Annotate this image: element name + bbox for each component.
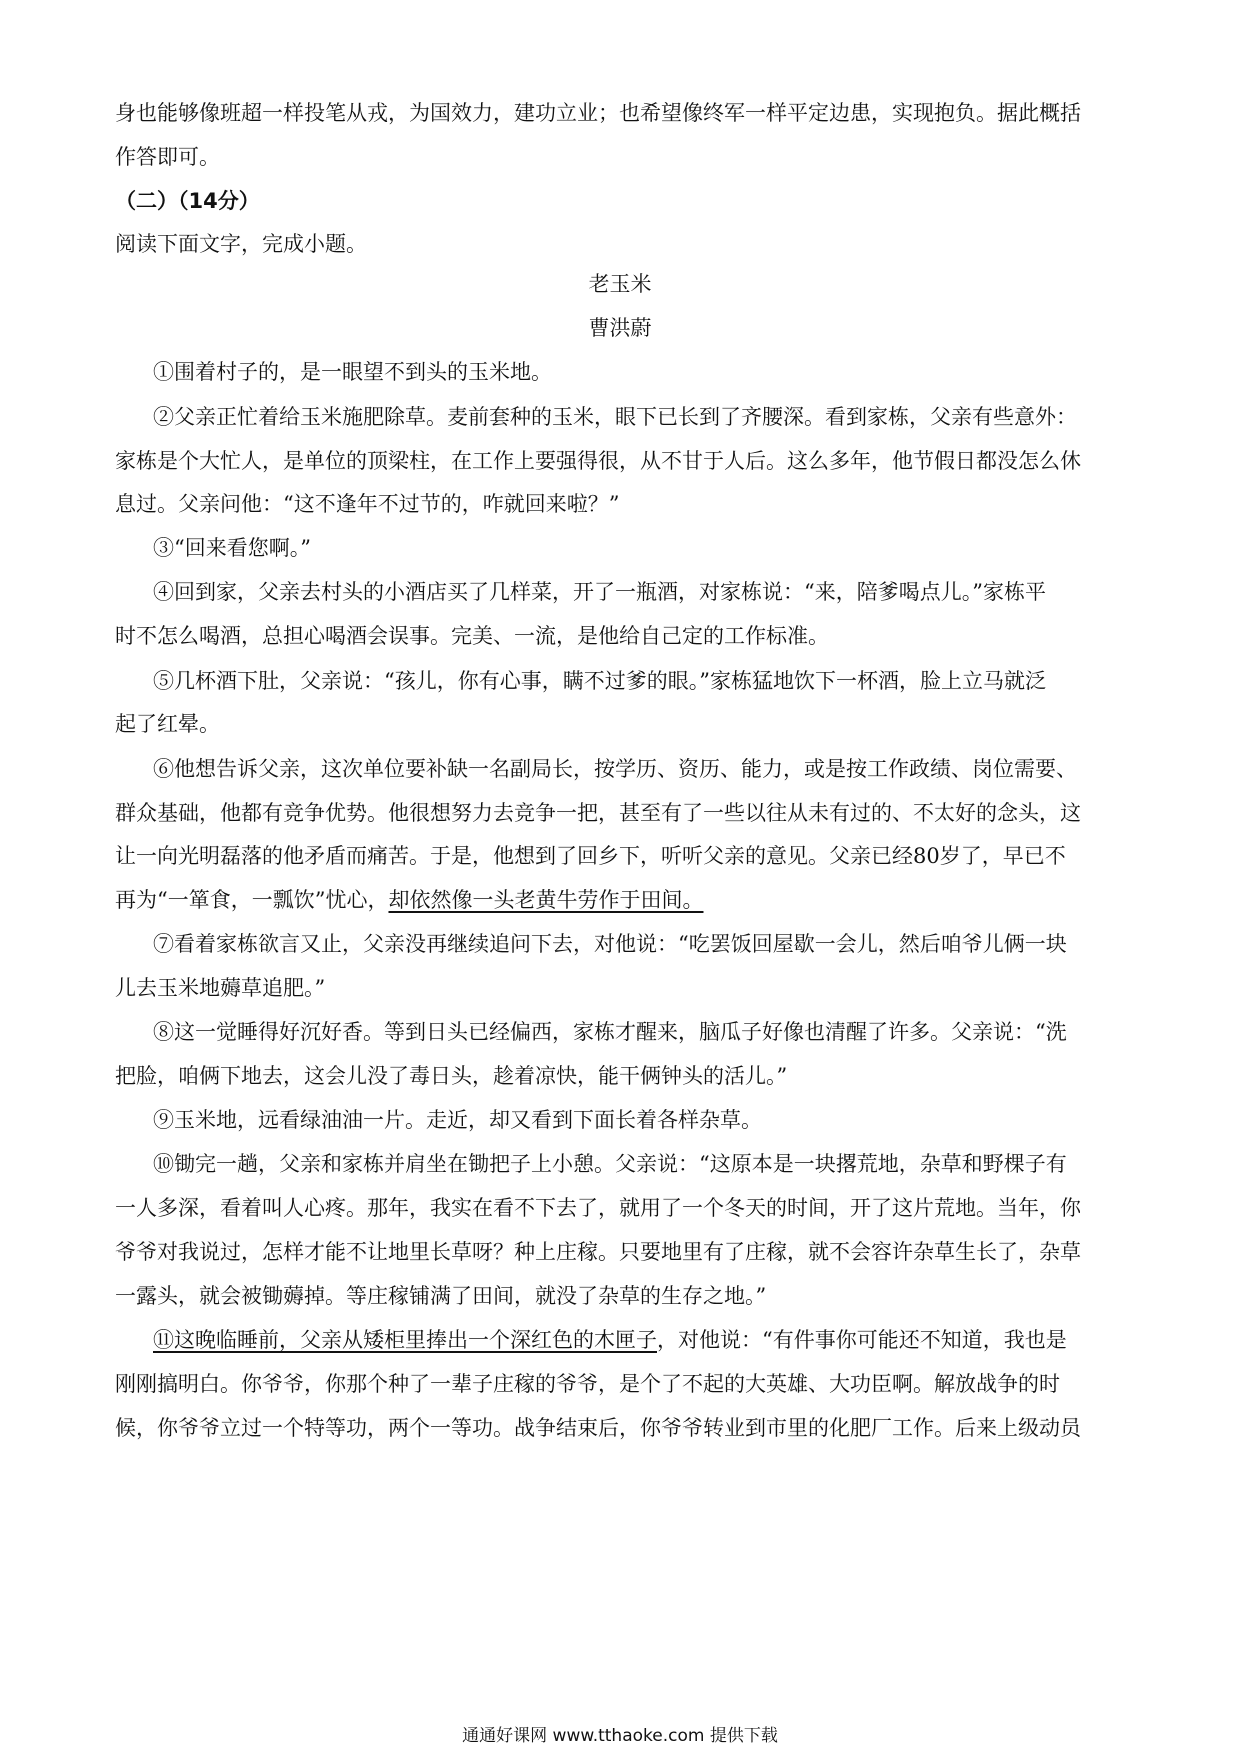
paragraph-7-line-2: 儿去玉米地薅草追肥。” <box>115 976 326 1000</box>
paragraph-6-line-1: ⑥他想告诉父亲，这次单位要补缺一名副局长，按学历、资历、能力，或是按工作政绩、岗位需要、 <box>153 757 1077 781</box>
paragraph-2-line-1: ②父亲正忙着给玉米施肥除草。麦前套种的玉米，眼下已长到了齐腰深。看到家栋，父亲有些意外： <box>153 405 1077 429</box>
paragraph-6-line-2: 群众基础，他都有竞争优势。他很想努力去竞争一把，甚至有了一些以往从未有过的、不太好的念头，这 <box>115 801 1081 825</box>
paragraph-10-line-1: ⑩锄完一趟，父亲和家栋并肩坐在锄把子上小憩。父亲说：“这原本是一块撂荒地，杂草和野棵子有 <box>153 1152 1067 1176</box>
paragraph-11-line-1 <box>153 1326 1125 1354</box>
paragraph-5-line-1: ⑤几杯酒下肚，父亲说：“孩儿，你有心事，瞒不过爹的眼。”家栋猛地饮下一杯酒，脸上立马就泛 <box>153 669 1046 693</box>
underlined-sentence-ox: 却依然像一头老黄牛劳作于田间。 <box>388 888 704 912</box>
paragraph-6-line-3: 让一向光明磊落的他矛盾而痛苦。于是，他想到了回乡下，听听父亲的意见。父亲已经80岁了，早已不 <box>115 844 1066 868</box>
paragraph-8-line-1: ⑧这一觉睡得好沉好香。等到日头已经偏西，家栋才醒来，脑瓜子好像也清醒了许多。父亲说：“洗 <box>153 1020 1067 1044</box>
paragraph-10-line-3: 爷爷对我说过，怎样才能不让地里长草呀？种上庄稼。只要地里有了庄稼，就不会容许杂草生长了，杂草 <box>115 1240 1081 1264</box>
paragraph-11-line-3: 候，你爷爷立过一个特等功，两个一等功。战争结束后，你爷爷转业到市里的化肥厂工作。后来上级动员 <box>115 1416 1081 1440</box>
paragraph-10-line-2: 一人多深，看着叫人心疼。那年，我实在看不下去了，就用了一个冬天的时间，开了这片荒地。当年，你 <box>115 1196 1081 1220</box>
instruction: 阅读下面文字，完成小题。 <box>115 232 367 256</box>
intro-line-2: 作答即可。 <box>115 145 220 169</box>
paragraph-9: ⑨玉米地，远看绿油油一片。走近，却又看到下面长着各样杂草。 <box>153 1108 762 1132</box>
paragraph-7-line-1: ⑦看着家栋欲言又止，父亲没再继续追问下去，对他说：“吃罢饭回屋歇一会儿，然后咱爷儿俩一块 <box>153 932 1067 956</box>
page-footer: 通通好课网 www.tthaoke.com 提供下载 <box>462 1726 778 1746</box>
paragraph-5-line-2: 起了红晕。 <box>115 712 220 736</box>
intro-line-1: 身也能够像班超一样投笔从戎，为国效力，建功立业；也希望像终军一样平定边患，实现抱负。据此概括 <box>115 101 1081 125</box>
section-heading: （二）（14分） <box>115 189 260 213</box>
paragraph-3: ③“回来看您啊。” <box>153 536 311 560</box>
paragraph-11-number: ⑪ <box>153 1328 174 1352</box>
paragraph-1: ①围着村子的，是一眼望不到头的玉米地。 <box>153 360 552 384</box>
paragraph-4-line-2: 时不怎么喝酒，总担心喝酒会误事。完美、一流，是他给自己定的工作标准。 <box>115 624 829 648</box>
paragraph-4-line-1: ④回到家，父亲去村头的小酒店买了几样菜，开了一瓶酒，对家栋说：“来，陪爹喝点儿。”家栋平 <box>153 580 1046 604</box>
paragraph-2-line-2: 家栋是个大忙人，是单位的顶梁柱，在工作上要强得很，从不甘于人后。这么多年，他节假日都没怎么休 <box>115 449 1081 473</box>
paragraph-6-line-4-plain: 再为“一箪食，一瓢饮”忧心， <box>115 888 389 912</box>
underlined-sentence-box: 这晚临睡前，父亲从矮柜里捧出一个深红色的木匣子 <box>174 1328 657 1352</box>
article-author: 曹洪蔚 <box>588 316 652 340</box>
paragraph-10-line-4: 一露头，就会被锄薅掉。等庄稼铺满了田间，就没了杂草的生存之地。” <box>115 1284 767 1308</box>
article-title: 老玉米 <box>588 272 652 296</box>
paragraph-6-line-4 <box>115 886 1125 914</box>
paragraph-11-line-2: 刚刚搞明白。你爷爷，你那个种了一辈子庄稼的爷爷，是个了不起的大英雄、大功臣啊。解放战争的时 <box>115 1372 1060 1396</box>
paragraph-8-line-2: 把脸，咱俩下地去，这会儿没了毒日头，趁着凉快，能干俩钟头的活儿。” <box>115 1064 788 1088</box>
paragraph-11-line-1-rest: ，对他说：“有件事你可能还不知道，我也是 <box>657 1328 1067 1352</box>
paragraph-2-line-3: 息过。父亲问他：“这不逢年不过节的，咋就回来啦？” <box>115 492 620 516</box>
